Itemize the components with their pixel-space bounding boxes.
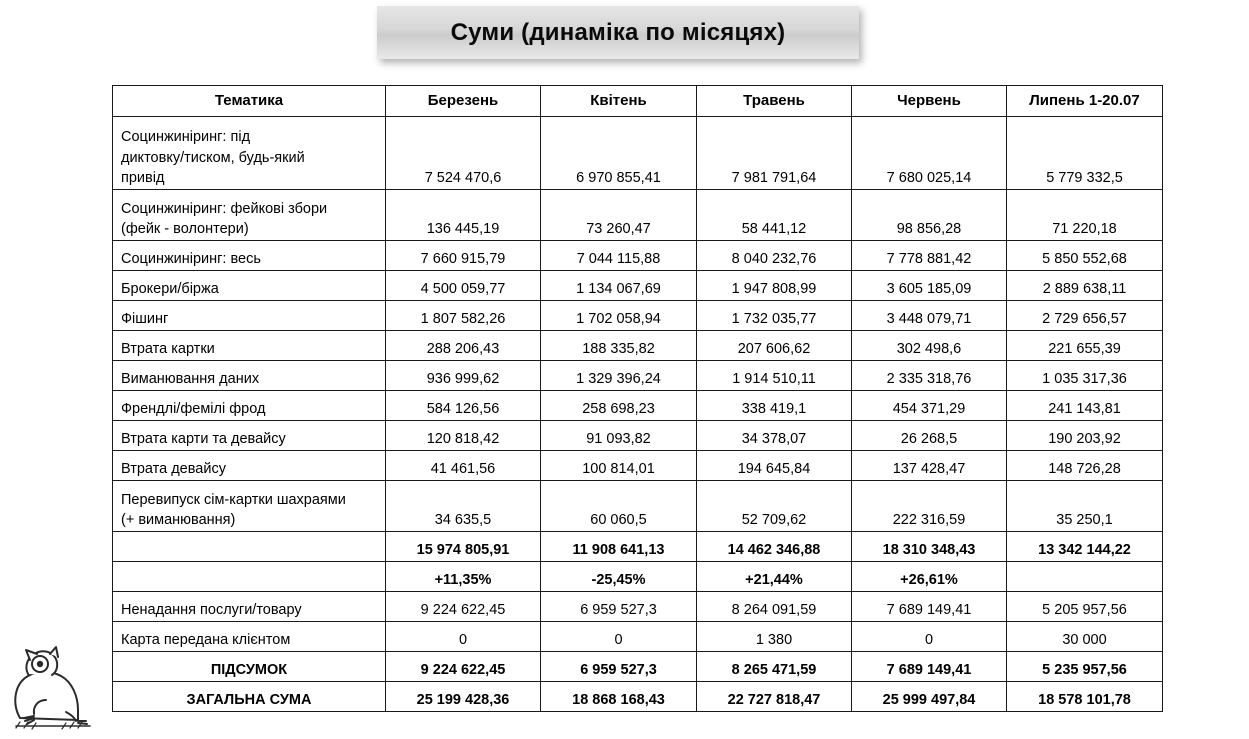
table-header-row	[113, 86, 1163, 117]
row-value: 18 310 348,43	[852, 532, 1007, 562]
row-label: Втрата картки	[113, 331, 386, 361]
column-header-may: Травень	[697, 86, 852, 117]
row-value: 6 959 527,3	[541, 592, 697, 622]
table-row	[113, 682, 1163, 712]
row-value: 1 380	[697, 622, 852, 652]
row-value: 5 235 957,56	[1007, 652, 1163, 682]
row-value: 6 959 527,3	[541, 652, 697, 682]
row-value: 207 606,62	[697, 331, 852, 361]
sitting-cat-icon	[6, 638, 102, 734]
row-value: 18 868 168,43	[541, 682, 697, 712]
row-value: 222 316,59	[852, 481, 1007, 532]
row-value: 71 220,18	[1007, 190, 1163, 241]
row-value: 7 689 149,41	[852, 592, 1007, 622]
row-value: 73 260,47	[541, 190, 697, 241]
column-header-april: Квітень	[541, 86, 697, 117]
row-label: Социнжиніринг: фейкові збори (фейк - волонтери)	[113, 190, 386, 241]
row-value: 0	[386, 622, 541, 652]
row-value: 60 060,5	[541, 481, 697, 532]
row-value: 34 635,5	[386, 481, 541, 532]
row-value: 136 445,19	[386, 190, 541, 241]
row-value: -25,45%	[541, 562, 697, 592]
row-value: 7 660 915,79	[386, 241, 541, 271]
row-value: 2 889 638,11	[1007, 271, 1163, 301]
row-label	[113, 562, 386, 592]
row-value: 15 974 805,91	[386, 532, 541, 562]
row-value: 3 605 185,09	[852, 271, 1007, 301]
row-value: 1 702 058,94	[541, 301, 697, 331]
row-label: Ненадання послуги/товару	[113, 592, 386, 622]
row-value: 7 680 025,14	[852, 117, 1007, 190]
row-value: 35 250,1	[1007, 481, 1163, 532]
table-row	[113, 652, 1163, 682]
row-value: 2 729 656,57	[1007, 301, 1163, 331]
row-value: 5 850 552,68	[1007, 241, 1163, 271]
row-value: 25 199 428,36	[386, 682, 541, 712]
row-value: 241 143,81	[1007, 391, 1163, 421]
row-value: 454 371,29	[852, 391, 1007, 421]
row-value: 52 709,62	[697, 481, 852, 532]
row-value: 11 908 641,13	[541, 532, 697, 562]
row-value: 7 689 149,41	[852, 652, 1007, 682]
row-label: ЗАГАЛЬНА СУМА	[113, 682, 386, 712]
table-row	[113, 421, 1163, 451]
row-value: 58 441,12	[697, 190, 852, 241]
row-value: 3 448 079,71	[852, 301, 1007, 331]
row-value: 18 578 101,78	[1007, 682, 1163, 712]
row-value: 2 335 318,76	[852, 361, 1007, 391]
row-value: 1 947 808,99	[697, 271, 852, 301]
column-header-june: Червень	[852, 86, 1007, 117]
row-label	[113, 532, 386, 562]
row-value: 4 500 059,77	[386, 271, 541, 301]
table-row	[113, 301, 1163, 331]
row-value: 1 134 067,69	[541, 271, 697, 301]
row-value: 91 093,82	[541, 421, 697, 451]
row-value: 190 203,92	[1007, 421, 1163, 451]
row-label: Фішинг	[113, 301, 386, 331]
row-label: Карта передана клієнтом	[113, 622, 386, 652]
row-value: 7 981 791,64	[697, 117, 852, 190]
row-value: 22 727 818,47	[697, 682, 852, 712]
column-header-july: Липень 1-20.07	[1007, 86, 1163, 117]
row-value: 194 645,84	[697, 451, 852, 481]
table-row	[113, 532, 1163, 562]
table-row	[113, 451, 1163, 481]
row-value: 8 264 091,59	[697, 592, 852, 622]
row-value: 30 000	[1007, 622, 1163, 652]
row-value: +21,44%	[697, 562, 852, 592]
row-label: Перевипуск сім-картки шахраями (+ виманювання)	[113, 481, 386, 532]
row-value: 7 524 470,6	[386, 117, 541, 190]
row-value: 26 268,5	[852, 421, 1007, 451]
row-label: ПІДСУМОК	[113, 652, 386, 682]
row-label: Социнжиніринг: під диктовку/тиском, будь-який привід	[113, 117, 386, 190]
row-value: 13 342 144,22	[1007, 532, 1163, 562]
sums-dynamics-table	[112, 85, 1163, 712]
column-header-march: Березень	[386, 86, 541, 117]
row-value: 1 035 317,36	[1007, 361, 1163, 391]
table-row	[113, 481, 1163, 532]
row-value: 1 914 510,11	[697, 361, 852, 391]
table-row	[113, 391, 1163, 421]
table-row	[113, 117, 1163, 190]
table-row	[113, 271, 1163, 301]
row-value: 188 335,82	[541, 331, 697, 361]
table-row	[113, 622, 1163, 652]
row-label: Втрата девайсу	[113, 451, 386, 481]
table-row	[113, 562, 1163, 592]
row-value: 0	[852, 622, 1007, 652]
row-value: 148 726,28	[1007, 451, 1163, 481]
row-value: 9 224 622,45	[386, 652, 541, 682]
row-value: 7 044 115,88	[541, 241, 697, 271]
row-value: 7 778 881,42	[852, 241, 1007, 271]
table-row	[113, 241, 1163, 271]
row-value: 8 265 471,59	[697, 652, 852, 682]
row-value: +11,35%	[386, 562, 541, 592]
row-value: 338 419,1	[697, 391, 852, 421]
row-value: 5 205 957,56	[1007, 592, 1163, 622]
row-value	[1007, 562, 1163, 592]
row-value: 41 461,56	[386, 451, 541, 481]
row-value: 6 970 855,41	[541, 117, 697, 190]
row-label: Френдлі/фемілі фрод	[113, 391, 386, 421]
row-value: 302 498,6	[852, 331, 1007, 361]
row-value: 584 126,56	[386, 391, 541, 421]
table-body	[113, 117, 1163, 712]
row-value: 14 462 346,88	[697, 532, 852, 562]
row-value: 221 655,39	[1007, 331, 1163, 361]
row-value: 0	[541, 622, 697, 652]
table-row	[113, 592, 1163, 622]
row-value: 5 779 332,5	[1007, 117, 1163, 190]
row-value: 8 040 232,76	[697, 241, 852, 271]
row-value: 9 224 622,45	[386, 592, 541, 622]
row-value: 137 428,47	[852, 451, 1007, 481]
row-label: Втрата карти та девайсу	[113, 421, 386, 451]
row-label: Социнжиніринг: весь	[113, 241, 386, 271]
row-value: 34 378,07	[697, 421, 852, 451]
table-row	[113, 331, 1163, 361]
row-value: +26,61%	[852, 562, 1007, 592]
page-title: Суми (динаміка по місяцях)	[450, 18, 786, 46]
row-value: 100 814,01	[541, 451, 697, 481]
row-value: 936 999,62	[386, 361, 541, 391]
column-header-topic: Тематика	[113, 86, 386, 117]
row-value: 288 206,43	[386, 331, 541, 361]
table-row	[113, 190, 1163, 241]
row-value: 1 329 396,24	[541, 361, 697, 391]
row-value: 1 732 035,77	[697, 301, 852, 331]
row-value: 98 856,28	[852, 190, 1007, 241]
row-value: 1 807 582,26	[386, 301, 541, 331]
table-row	[113, 361, 1163, 391]
row-label: Брокери/біржа	[113, 271, 386, 301]
slide-title-banner	[377, 6, 859, 59]
row-value: 120 818,42	[386, 421, 541, 451]
row-label: Виманювання даних	[113, 361, 386, 391]
row-value: 258 698,23	[541, 391, 697, 421]
row-value: 25 999 497,84	[852, 682, 1007, 712]
